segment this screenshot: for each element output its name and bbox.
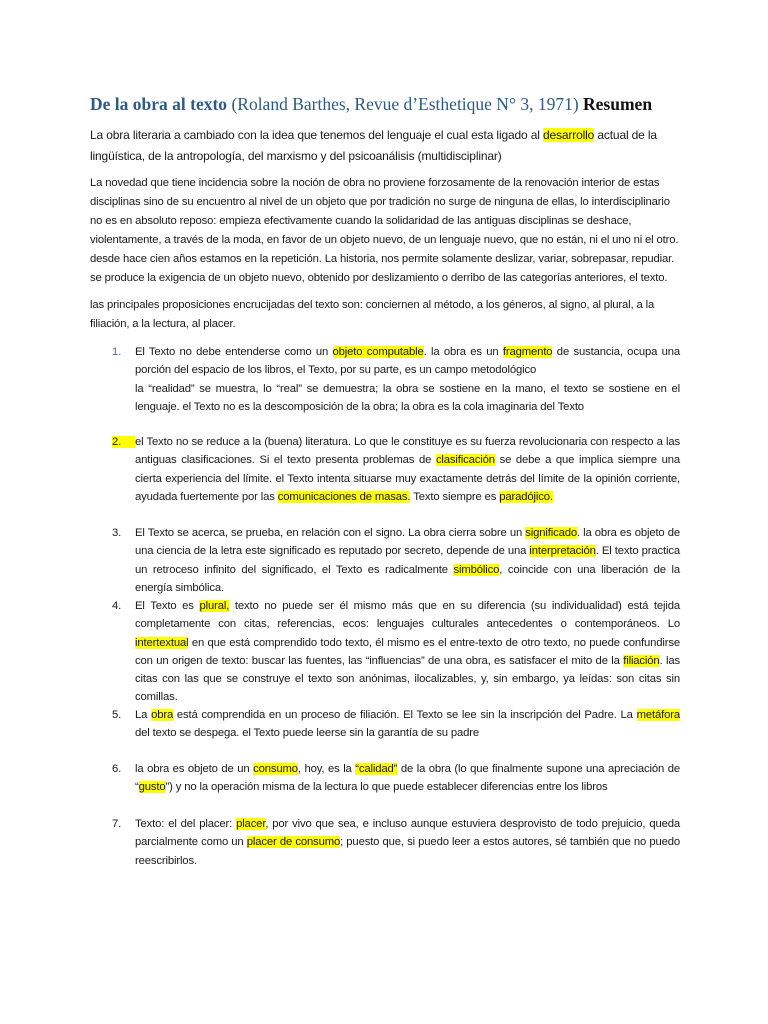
list-item — [90, 815, 680, 870]
highlight: clasificación — [435, 454, 495, 467]
highlight: “calidad” — [355, 763, 398, 775]
document-title — [90, 92, 730, 116]
list-item-text — [135, 597, 680, 707]
highlight: objeto computable — [332, 346, 424, 358]
title-source: (Roland Barthes, Revue d’Esthetique N° 3, 1971) — [227, 94, 584, 114]
text-run: , por vivo que sea, e incluso aunque estuviera desprovisto de todo prejuicio, queda parcialmente como un — [135, 818, 680, 849]
highlight: significado — [525, 527, 577, 539]
text-run: El Texto no debe entenderse como un — [135, 346, 333, 358]
text-run: está comprendida en un proceso de filiación. El Texto se lee sin la inscripción del Padre. La — [173, 709, 637, 721]
text-run: , coincide con una liberación de la energía simbólica. — [135, 563, 680, 594]
text-run: . la obra es objeto de una ciencia de la letra este significado es reputado por secreto, depende de una — [135, 527, 680, 558]
highlight: paradójico. — [499, 490, 553, 503]
text-run: Texto: el del placer: — [135, 818, 237, 830]
list-item — [90, 433, 680, 506]
list-item-text — [135, 815, 680, 870]
text-run: en que está comprendido todo texto, él mismo es el entre-texto de otro texto, no puede confundirse con un origen de texto: buscar las fuentes, las “influencias” de una obra, es satisfacer el mito de la — [135, 636, 680, 667]
list-item-number — [112, 433, 134, 451]
title-summary-label: Resumen — [583, 94, 653, 114]
list-item-number: 5. — [112, 709, 122, 721]
text-run: la “realidad” se muestra, lo “real” se demuestra; la obra se sostiene en la mano, el texto se sostiene en el lenguaje. el Texto no es la descomposición de la obra; la obra es la cola imaginaria del Texto — [135, 382, 680, 413]
intro-text-a: La obra literaria a cambiado con la idea que tenemos del lenguaje el cual esta ligado al — [90, 128, 543, 142]
highlight: consumo — [253, 763, 298, 775]
text-run: el Texto no se reduce a la (buena) literatura. Lo que le constituye es su fuerza revolucionaria con respecto a las antiguas clasificaciones. Si el texto presenta problemas de — [135, 436, 680, 467]
list-item-text — [135, 433, 680, 506]
highlight: fragmento — [502, 346, 553, 358]
title-main: De la obra al texto — [90, 94, 228, 114]
list-item-text — [135, 343, 680, 416]
highlight: plural, — [199, 600, 230, 612]
list-item — [90, 760, 680, 797]
text-run: Texto siempre es — [410, 490, 500, 503]
text-run: ”) y no la operación misma de la lectura lo que puede establecer diferencias entre los libros — [165, 781, 608, 794]
text-run: El Texto es — [135, 600, 200, 612]
text-run: del texto se despega. el Texto puede leerse sin la garantía de su padre — [135, 727, 479, 740]
text-run: de sustancia, ocupa una porción del espacio de los libros, el Texto, por su parte, es un campo metodológico — [135, 346, 680, 377]
intro-text-b: actual de la lingüística, de la antropología, del marxismo y del psicoanálisis (multidisciplinar) — [90, 128, 657, 163]
highlight: interpretación — [529, 545, 596, 558]
list-item — [90, 524, 680, 597]
text-run: . El texto practica un retroceso infinito del significado, el Texto es radicalmente — [135, 545, 680, 576]
text-run: la obra es objeto de un — [135, 763, 254, 775]
highlight: intertextual — [135, 636, 189, 649]
list-item-number: 1. — [112, 346, 122, 358]
highlight: comunicaciones de masas. — [277, 490, 411, 503]
text-run: , hoy, es la — [297, 763, 356, 775]
list-item-text — [135, 760, 680, 797]
list-item-number: 3. — [112, 527, 122, 539]
list-item-text — [135, 706, 680, 743]
text-run: texto no puede ser él mismo más que en su diferencia (su individualidad) está tejida completamente con citas, referencias, ecos: lenguajes culturales antecedentes o contemporáneos. Lo — [135, 600, 681, 631]
text-run: se debe a que implica siempre una cierta experiencia del límite. el Texto intenta situarse muy exactamente detrás del límite de la opinión corriente, ayudada fuertemente por las — [135, 454, 680, 503]
highlight: simbólico — [453, 563, 500, 576]
highlight: filiación — [623, 654, 660, 667]
text-run: de la obra (lo que finalmente supone una apreciación de “ — [135, 763, 681, 794]
text-run: El Texto se acerca, se prueba, en relación con el signo. La obra cierra sobre un — [135, 527, 526, 539]
intro-paragraph — [90, 125, 680, 167]
highlight: obra — [151, 709, 174, 721]
highlight: 2. — [112, 436, 122, 448]
list-item — [90, 706, 680, 743]
highlight: metáfora — [636, 709, 680, 721]
intro-highlight: desarrollo — [542, 128, 595, 142]
highlight: placer — [236, 818, 266, 830]
text-run: ; puesto que, si puedo leer a estos autores, sé también que no puedo reescribirlos. — [135, 836, 680, 867]
text-run: . las citas con las que se construye el texto son anónimas, ilocalizables, y, sin embargo, ya leídas: son citas sin comillas. — [135, 654, 680, 704]
highlight: gusto — [138, 781, 166, 794]
list-item-number: 6. — [112, 763, 122, 775]
list-item — [90, 597, 680, 707]
list-item-number: 4. — [112, 600, 122, 612]
text-run: . la obra es un — [423, 346, 503, 358]
list-item-number: 7. — [112, 818, 122, 830]
propositions-paragraph: las principales proposiciones encrucijadas del texto son: conciernen al método, a los géneros, al signo, al plural, a la filiación, a la lectura, al placer. — [90, 299, 655, 330]
novelty-paragraph: La novedad que tiene incidencia sobre la noción de obra no proviene forzosamente de la renovación interior de estas disciplinas sino de su encuentro al nivel de un objeto que por tradición no surge de ninguna de ellas, lo interdisciplinario no es en absoluto reposo: empieza efectivamente cuando la solidaridad de las antiguas disciplinas se deshace, violentamente, a través de la moda, en favor de un objeto nuevo, de un lenguaje nuevo, que no están, ni el uno ni el otro. desde hace cien años estamos en la repetición. La historia, nos permite solamente deslizar, variar, sobrepasar, repudiar. se produce la exigencia de un objeto nuevo, obtenido por deslizamiento o derribo de las categorías anteriores, el texto. — [90, 177, 679, 284]
list-item — [90, 343, 680, 416]
text-run: La — [135, 709, 152, 721]
list-item-text — [135, 524, 680, 597]
highlight: placer de consumo — [246, 836, 341, 849]
